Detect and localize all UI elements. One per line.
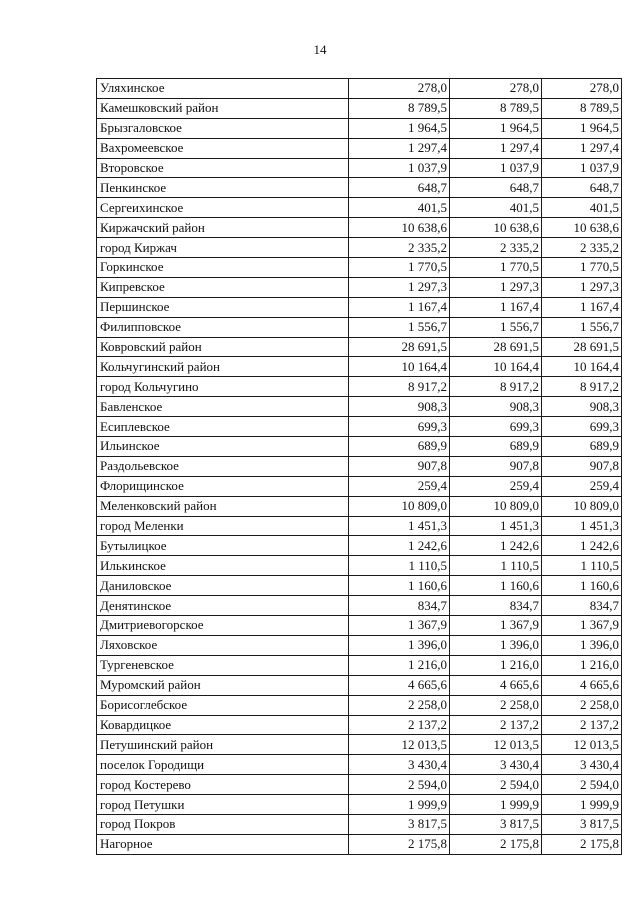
table-row (97, 357, 622, 377)
row-name-cell: Киржачский район (97, 218, 349, 238)
table-row (97, 655, 622, 675)
value-cell-1: 3 817,5 (349, 814, 450, 834)
value-cell-3: 12 013,5 (542, 735, 622, 755)
value-cell-1: 10 164,4 (349, 357, 450, 377)
row-name-cell: Тургеневское (97, 655, 349, 675)
value-cell-1: 2 335,2 (349, 238, 450, 258)
value-cell-1: 10 638,6 (349, 218, 450, 238)
table-row (97, 277, 622, 297)
table-row (97, 516, 622, 536)
value-cell-3: 10 809,0 (542, 496, 622, 516)
value-cell-2: 3 817,5 (450, 814, 542, 834)
row-name-cell: город Покров (97, 814, 349, 834)
value-cell-3: 908,3 (542, 397, 622, 417)
row-name-cell: Ляховское (97, 635, 349, 655)
value-cell-3: 1 037,9 (542, 158, 622, 178)
value-cell-3: 1 964,5 (542, 118, 622, 138)
value-cell-3: 2 335,2 (542, 238, 622, 258)
row-name-cell: Есиплевское (97, 417, 349, 437)
value-cell-1: 2 258,0 (349, 695, 450, 715)
value-cell-2: 10 809,0 (450, 496, 542, 516)
value-cell-1: 4 665,6 (349, 675, 450, 695)
value-cell-3: 2 258,0 (542, 695, 622, 715)
table-row (97, 715, 622, 735)
value-cell-3: 1 297,4 (542, 138, 622, 158)
value-cell-3: 1 770,5 (542, 258, 622, 278)
row-name-cell: Ильинское (97, 437, 349, 457)
value-cell-2: 908,3 (450, 397, 542, 417)
value-cell-3: 834,7 (542, 596, 622, 616)
value-cell-3: 1 216,0 (542, 655, 622, 675)
row-name-cell: Кольчугинский район (97, 357, 349, 377)
value-cell-2: 3 430,4 (450, 755, 542, 775)
value-cell-2: 1 160,6 (450, 576, 542, 596)
value-cell-1: 1 770,5 (349, 258, 450, 278)
table-row (97, 496, 622, 516)
table-row (97, 834, 622, 854)
value-cell-1: 648,7 (349, 178, 450, 198)
value-cell-2: 8 789,5 (450, 98, 542, 118)
value-cell-3: 8 917,2 (542, 377, 622, 397)
table-row (97, 98, 622, 118)
row-name-cell: город Кольчугино (97, 377, 349, 397)
row-name-cell: Даниловское (97, 576, 349, 596)
row-name-cell: Бутылицкое (97, 536, 349, 556)
row-name-cell: город Костерево (97, 775, 349, 795)
value-cell-1: 689,9 (349, 437, 450, 457)
value-cell-2: 1 451,3 (450, 516, 542, 536)
row-name-cell: Филипповское (97, 317, 349, 337)
value-cell-3: 1 110,5 (542, 556, 622, 576)
value-cell-3: 2 594,0 (542, 775, 622, 795)
table-row (97, 775, 622, 795)
table-row (97, 397, 622, 417)
value-cell-2: 1 216,0 (450, 655, 542, 675)
row-name-cell: город Киржач (97, 238, 349, 258)
value-cell-3: 699,3 (542, 417, 622, 437)
value-cell-1: 2 594,0 (349, 775, 450, 795)
value-cell-3: 10 638,6 (542, 218, 622, 238)
row-name-cell: Сергеихинское (97, 198, 349, 218)
value-cell-2: 2 258,0 (450, 695, 542, 715)
table-row (97, 476, 622, 496)
row-name-cell: поселок Городищи (97, 755, 349, 775)
row-name-cell: Кипревское (97, 277, 349, 297)
value-cell-3: 2 137,2 (542, 715, 622, 735)
value-cell-1: 12 013,5 (349, 735, 450, 755)
table-row (97, 317, 622, 337)
value-cell-1: 834,7 (349, 596, 450, 616)
value-cell-1: 1 167,4 (349, 297, 450, 317)
value-cell-1: 2 137,2 (349, 715, 450, 735)
value-cell-2: 4 665,6 (450, 675, 542, 695)
table-row (97, 138, 622, 158)
table-row (97, 377, 622, 397)
table-row (97, 178, 622, 198)
value-cell-3: 1 367,9 (542, 616, 622, 636)
value-cell-1: 908,3 (349, 397, 450, 417)
row-name-cell: Пенкинское (97, 178, 349, 198)
table-row (97, 337, 622, 357)
value-cell-2: 28 691,5 (450, 337, 542, 357)
page-number: 14 (313, 42, 327, 57)
row-name-cell: Петушинский район (97, 735, 349, 755)
table-row (97, 635, 622, 655)
value-cell-3: 2 175,8 (542, 834, 622, 854)
value-cell-3: 907,8 (542, 456, 622, 476)
value-cell-2: 1 297,4 (450, 138, 542, 158)
value-cell-3: 259,4 (542, 476, 622, 496)
budget-table-container (96, 78, 622, 855)
value-cell-3: 1 999,9 (542, 795, 622, 815)
row-name-cell: Раздольевское (97, 456, 349, 476)
table-row (97, 79, 622, 99)
value-cell-3: 3 430,4 (542, 755, 622, 775)
value-cell-2: 648,7 (450, 178, 542, 198)
table-row (97, 755, 622, 775)
table-row (97, 576, 622, 596)
value-cell-1: 907,8 (349, 456, 450, 476)
value-cell-3: 401,5 (542, 198, 622, 218)
row-name-cell: Нагорное (97, 834, 349, 854)
value-cell-1: 1 396,0 (349, 635, 450, 655)
row-name-cell: Илькинское (97, 556, 349, 576)
value-cell-1: 10 809,0 (349, 496, 450, 516)
value-cell-1: 2 175,8 (349, 834, 450, 854)
value-cell-2: 1 110,5 (450, 556, 542, 576)
value-cell-2: 1 556,7 (450, 317, 542, 337)
value-cell-1: 278,0 (349, 79, 450, 99)
table-row (97, 218, 622, 238)
row-name-cell: Меленковский район (97, 496, 349, 516)
row-name-cell: Камешковский район (97, 98, 349, 118)
value-cell-3: 689,9 (542, 437, 622, 457)
value-cell-3: 3 817,5 (542, 814, 622, 834)
table-row (97, 258, 622, 278)
table-row (97, 596, 622, 616)
value-cell-3: 4 665,6 (542, 675, 622, 695)
value-cell-3: 278,0 (542, 79, 622, 99)
value-cell-2: 259,4 (450, 476, 542, 496)
table-row (97, 616, 622, 636)
value-cell-2: 1 367,9 (450, 616, 542, 636)
row-name-cell: Вахромеевское (97, 138, 349, 158)
table-row (97, 695, 622, 715)
value-cell-1: 8 789,5 (349, 98, 450, 118)
value-cell-2: 689,9 (450, 437, 542, 457)
budget-table (96, 78, 622, 855)
value-cell-1: 1 216,0 (349, 655, 450, 675)
table-row (97, 675, 622, 695)
value-cell-2: 2 335,2 (450, 238, 542, 258)
value-cell-2: 1 770,5 (450, 258, 542, 278)
value-cell-3: 1 396,0 (542, 635, 622, 655)
table-row (97, 297, 622, 317)
value-cell-2: 1 167,4 (450, 297, 542, 317)
value-cell-1: 401,5 (349, 198, 450, 218)
value-cell-3: 10 164,4 (542, 357, 622, 377)
value-cell-1: 1 999,9 (349, 795, 450, 815)
table-body (97, 79, 622, 855)
value-cell-1: 8 917,2 (349, 377, 450, 397)
value-cell-1: 1 110,5 (349, 556, 450, 576)
value-cell-2: 2 175,8 (450, 834, 542, 854)
value-cell-2: 699,3 (450, 417, 542, 437)
value-cell-1: 699,3 (349, 417, 450, 437)
row-name-cell: Уляхинское (97, 79, 349, 99)
value-cell-2: 1 964,5 (450, 118, 542, 138)
value-cell-2: 1 037,9 (450, 158, 542, 178)
row-name-cell: Ковровский район (97, 337, 349, 357)
table-row (97, 118, 622, 138)
value-cell-3: 8 789,5 (542, 98, 622, 118)
value-cell-3: 1 451,3 (542, 516, 622, 536)
table-row (97, 735, 622, 755)
row-name-cell: Брызгаловское (97, 118, 349, 138)
value-cell-3: 1 160,6 (542, 576, 622, 596)
table-row (97, 456, 622, 476)
row-name-cell: Ковардицкое (97, 715, 349, 735)
value-cell-3: 1 556,7 (542, 317, 622, 337)
value-cell-3: 28 691,5 (542, 337, 622, 357)
table-row (97, 795, 622, 815)
value-cell-2: 8 917,2 (450, 377, 542, 397)
row-name-cell: город Петушки (97, 795, 349, 815)
value-cell-2: 10 638,6 (450, 218, 542, 238)
value-cell-2: 1 999,9 (450, 795, 542, 815)
value-cell-1: 1 160,6 (349, 576, 450, 596)
value-cell-1: 1 367,9 (349, 616, 450, 636)
value-cell-1: 1 556,7 (349, 317, 450, 337)
value-cell-1: 1 242,6 (349, 536, 450, 556)
row-name-cell: Флорищинское (97, 476, 349, 496)
value-cell-1: 1 037,9 (349, 158, 450, 178)
row-name-cell: Денятинское (97, 596, 349, 616)
value-cell-2: 12 013,5 (450, 735, 542, 755)
value-cell-1: 259,4 (349, 476, 450, 496)
table-row (97, 158, 622, 178)
value-cell-1: 1 451,3 (349, 516, 450, 536)
table-row (97, 198, 622, 218)
table-row (97, 238, 622, 258)
value-cell-2: 907,8 (450, 456, 542, 476)
value-cell-1: 1 297,4 (349, 138, 450, 158)
row-name-cell: Горкинское (97, 258, 349, 278)
row-name-cell: Першинское (97, 297, 349, 317)
value-cell-2: 834,7 (450, 596, 542, 616)
value-cell-2: 401,5 (450, 198, 542, 218)
row-name-cell: Второвское (97, 158, 349, 178)
value-cell-1: 1 964,5 (349, 118, 450, 138)
value-cell-2: 10 164,4 (450, 357, 542, 377)
value-cell-3: 1 297,3 (542, 277, 622, 297)
value-cell-3: 1 167,4 (542, 297, 622, 317)
value-cell-2: 1 396,0 (450, 635, 542, 655)
table-row (97, 536, 622, 556)
table-row (97, 814, 622, 834)
value-cell-2: 2 137,2 (450, 715, 542, 735)
row-name-cell: Дмитриевогорское (97, 616, 349, 636)
value-cell-2: 1 297,3 (450, 277, 542, 297)
row-name-cell: город Меленки (97, 516, 349, 536)
row-name-cell: Бавленское (97, 397, 349, 417)
table-row (97, 556, 622, 576)
value-cell-2: 2 594,0 (450, 775, 542, 795)
row-name-cell: Борисоглебское (97, 695, 349, 715)
value-cell-1: 1 297,3 (349, 277, 450, 297)
value-cell-3: 648,7 (542, 178, 622, 198)
value-cell-3: 1 242,6 (542, 536, 622, 556)
value-cell-1: 28 691,5 (349, 337, 450, 357)
value-cell-2: 1 242,6 (450, 536, 542, 556)
table-row (97, 437, 622, 457)
row-name-cell: Муромский район (97, 675, 349, 695)
table-row (97, 417, 622, 437)
value-cell-2: 278,0 (450, 79, 542, 99)
value-cell-1: 3 430,4 (349, 755, 450, 775)
